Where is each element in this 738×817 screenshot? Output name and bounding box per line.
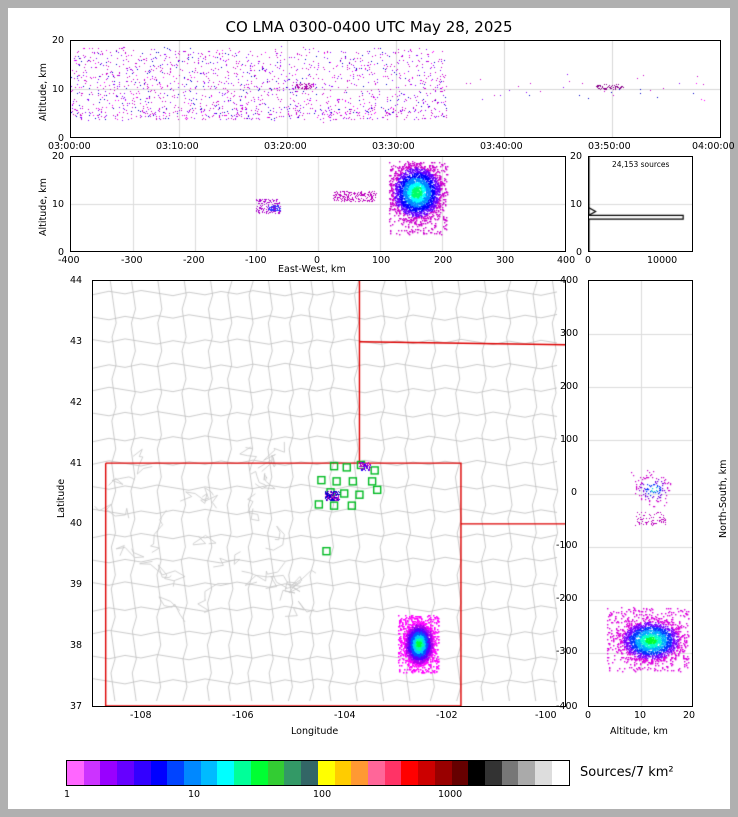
colorbar-segment: [84, 761, 101, 785]
p2-xtick-8: 400: [557, 255, 576, 266]
colorbar-segment: [535, 761, 552, 785]
p1-ytick-20: 20: [52, 35, 65, 46]
p3-xtick-0: 0: [585, 255, 592, 266]
cb-tick-1: 1: [64, 789, 71, 800]
p1-ytick-0: 0: [58, 133, 65, 144]
p2-ytick-10: 10: [52, 199, 65, 210]
p5-ytick-n200: -200: [556, 593, 578, 604]
colorbar-title: Sources/7 km²: [580, 765, 674, 780]
colorbar-segment: [268, 761, 285, 785]
colorbar-segment: [502, 761, 519, 785]
colorbar-segment: [385, 761, 402, 785]
p3-xtick-1: 10000: [647, 255, 678, 266]
p1-xtick-0: 03:00:00: [48, 141, 91, 152]
map-panel: [92, 280, 566, 707]
p2-xtick-3: -100: [245, 255, 267, 266]
p5-ytick-300: 300: [560, 328, 579, 339]
cb-tick-10: 10: [188, 789, 201, 800]
p1-xtick-2: 03:20:00: [264, 141, 307, 152]
p4-ytick-41: 41: [70, 458, 83, 469]
colorbar-segment: [134, 761, 151, 785]
p2-xtick-1: -300: [121, 255, 143, 266]
p2-ytick-20: 20: [52, 151, 65, 162]
colorbar-segment: [217, 761, 234, 785]
p5-ytick-n400: -400: [556, 701, 578, 712]
p2-xtick-5: 100: [372, 255, 391, 266]
colorbar-segment: [100, 761, 117, 785]
p2-xtick-2: -200: [183, 255, 205, 266]
colorbar-segment: [518, 761, 535, 785]
colorbar-segment: [184, 761, 201, 785]
p4-ytick-42: 42: [70, 397, 83, 408]
colorbar-segment: [67, 761, 84, 785]
p2-xtick-4: 0: [314, 255, 321, 266]
p3-ytick-0: 0: [576, 247, 583, 258]
p1-ylabel: Altitude, km: [38, 63, 49, 121]
p2-xtick-7: 300: [496, 255, 515, 266]
p2-xtick-0: -400: [58, 255, 80, 266]
colorbar-segment: [401, 761, 418, 785]
colorbar-segment: [234, 761, 251, 785]
source-count-label: 24,153 sources: [612, 160, 670, 169]
colorbar-segment: [318, 761, 335, 785]
p1-xtick-6: 04:00:00: [692, 141, 735, 152]
colorbar: [66, 760, 570, 786]
ew-height-panel: [70, 156, 566, 252]
p5-ytick-400: 400: [560, 275, 579, 286]
colorbar-segment: [167, 761, 184, 785]
page-title: CO LMA 0300-0400 UTC May 28, 2025: [225, 18, 513, 36]
source-histogram-panel: [588, 156, 693, 252]
cb-tick-1000: 1000: [438, 789, 463, 800]
p5-ytick-100: 100: [560, 434, 579, 445]
figure-root: [8, 8, 735, 809]
p4-xlabel: Longitude: [291, 726, 339, 737]
p4-ylabel: Latitude: [56, 478, 67, 518]
colorbar-segment: [552, 761, 569, 785]
p2-xtick-6: 200: [434, 255, 453, 266]
colorbar-segment: [452, 761, 469, 785]
p5-ylabel: North-South, km: [718, 459, 729, 538]
time-height-panel: [70, 40, 721, 138]
p1-xtick-5: 03:50:00: [588, 141, 631, 152]
p2-xlabel: East-West, km: [278, 264, 346, 275]
colorbar-segment: [301, 761, 318, 785]
p4-ytick-38: 38: [70, 640, 83, 651]
colorbar-segment: [368, 761, 385, 785]
colorbar-segment: [418, 761, 435, 785]
p4-xtick-2: -104: [334, 710, 356, 721]
p4-xtick-4: -100: [535, 710, 557, 721]
p5-ytick-n300: -300: [556, 646, 578, 657]
p5-xtick-10: 10: [634, 710, 647, 721]
colorbar-segment: [485, 761, 502, 785]
p4-xtick-0: -108: [130, 710, 152, 721]
p5-ytick-n100: -100: [556, 540, 578, 551]
p3-ytick-20: 20: [570, 151, 583, 162]
p4-ytick-44: 44: [70, 275, 83, 286]
p5-ytick-0: 0: [571, 487, 578, 498]
p4-ytick-43: 43: [70, 336, 83, 347]
colorbar-segment: [201, 761, 218, 785]
ns-height-panel: [588, 280, 693, 707]
colorbar-segment: [351, 761, 368, 785]
p5-xlabel: Altitude, km: [610, 726, 668, 737]
colorbar-segment: [151, 761, 168, 785]
p5-xtick-20: 20: [683, 710, 696, 721]
p5-xtick-0: 0: [585, 710, 592, 721]
p2-ytick-0: 0: [58, 247, 65, 258]
p4-ytick-40: 40: [70, 518, 83, 529]
cb-tick-100: 100: [313, 789, 332, 800]
p1-xtick-3: 03:30:00: [372, 141, 415, 152]
colorbar-segment: [468, 761, 485, 785]
p2-ylabel: Altitude, km: [38, 178, 49, 236]
colorbar-segment: [284, 761, 301, 785]
p4-xtick-1: -106: [232, 710, 254, 721]
colorbar-segment: [251, 761, 268, 785]
p1-xtick-1: 03:10:00: [156, 141, 199, 152]
colorbar-segment: [117, 761, 134, 785]
p4-ytick-37: 37: [70, 701, 83, 712]
p1-xtick-4: 03:40:00: [480, 141, 523, 152]
colorbar-segment: [435, 761, 452, 785]
p4-ytick-39: 39: [70, 579, 83, 590]
p3-ytick-10: 10: [570, 199, 583, 210]
p5-ytick-200: 200: [560, 381, 579, 392]
colorbar-segment: [335, 761, 352, 785]
p4-xtick-3: -102: [436, 710, 458, 721]
p1-ytick-10: 10: [52, 84, 65, 95]
